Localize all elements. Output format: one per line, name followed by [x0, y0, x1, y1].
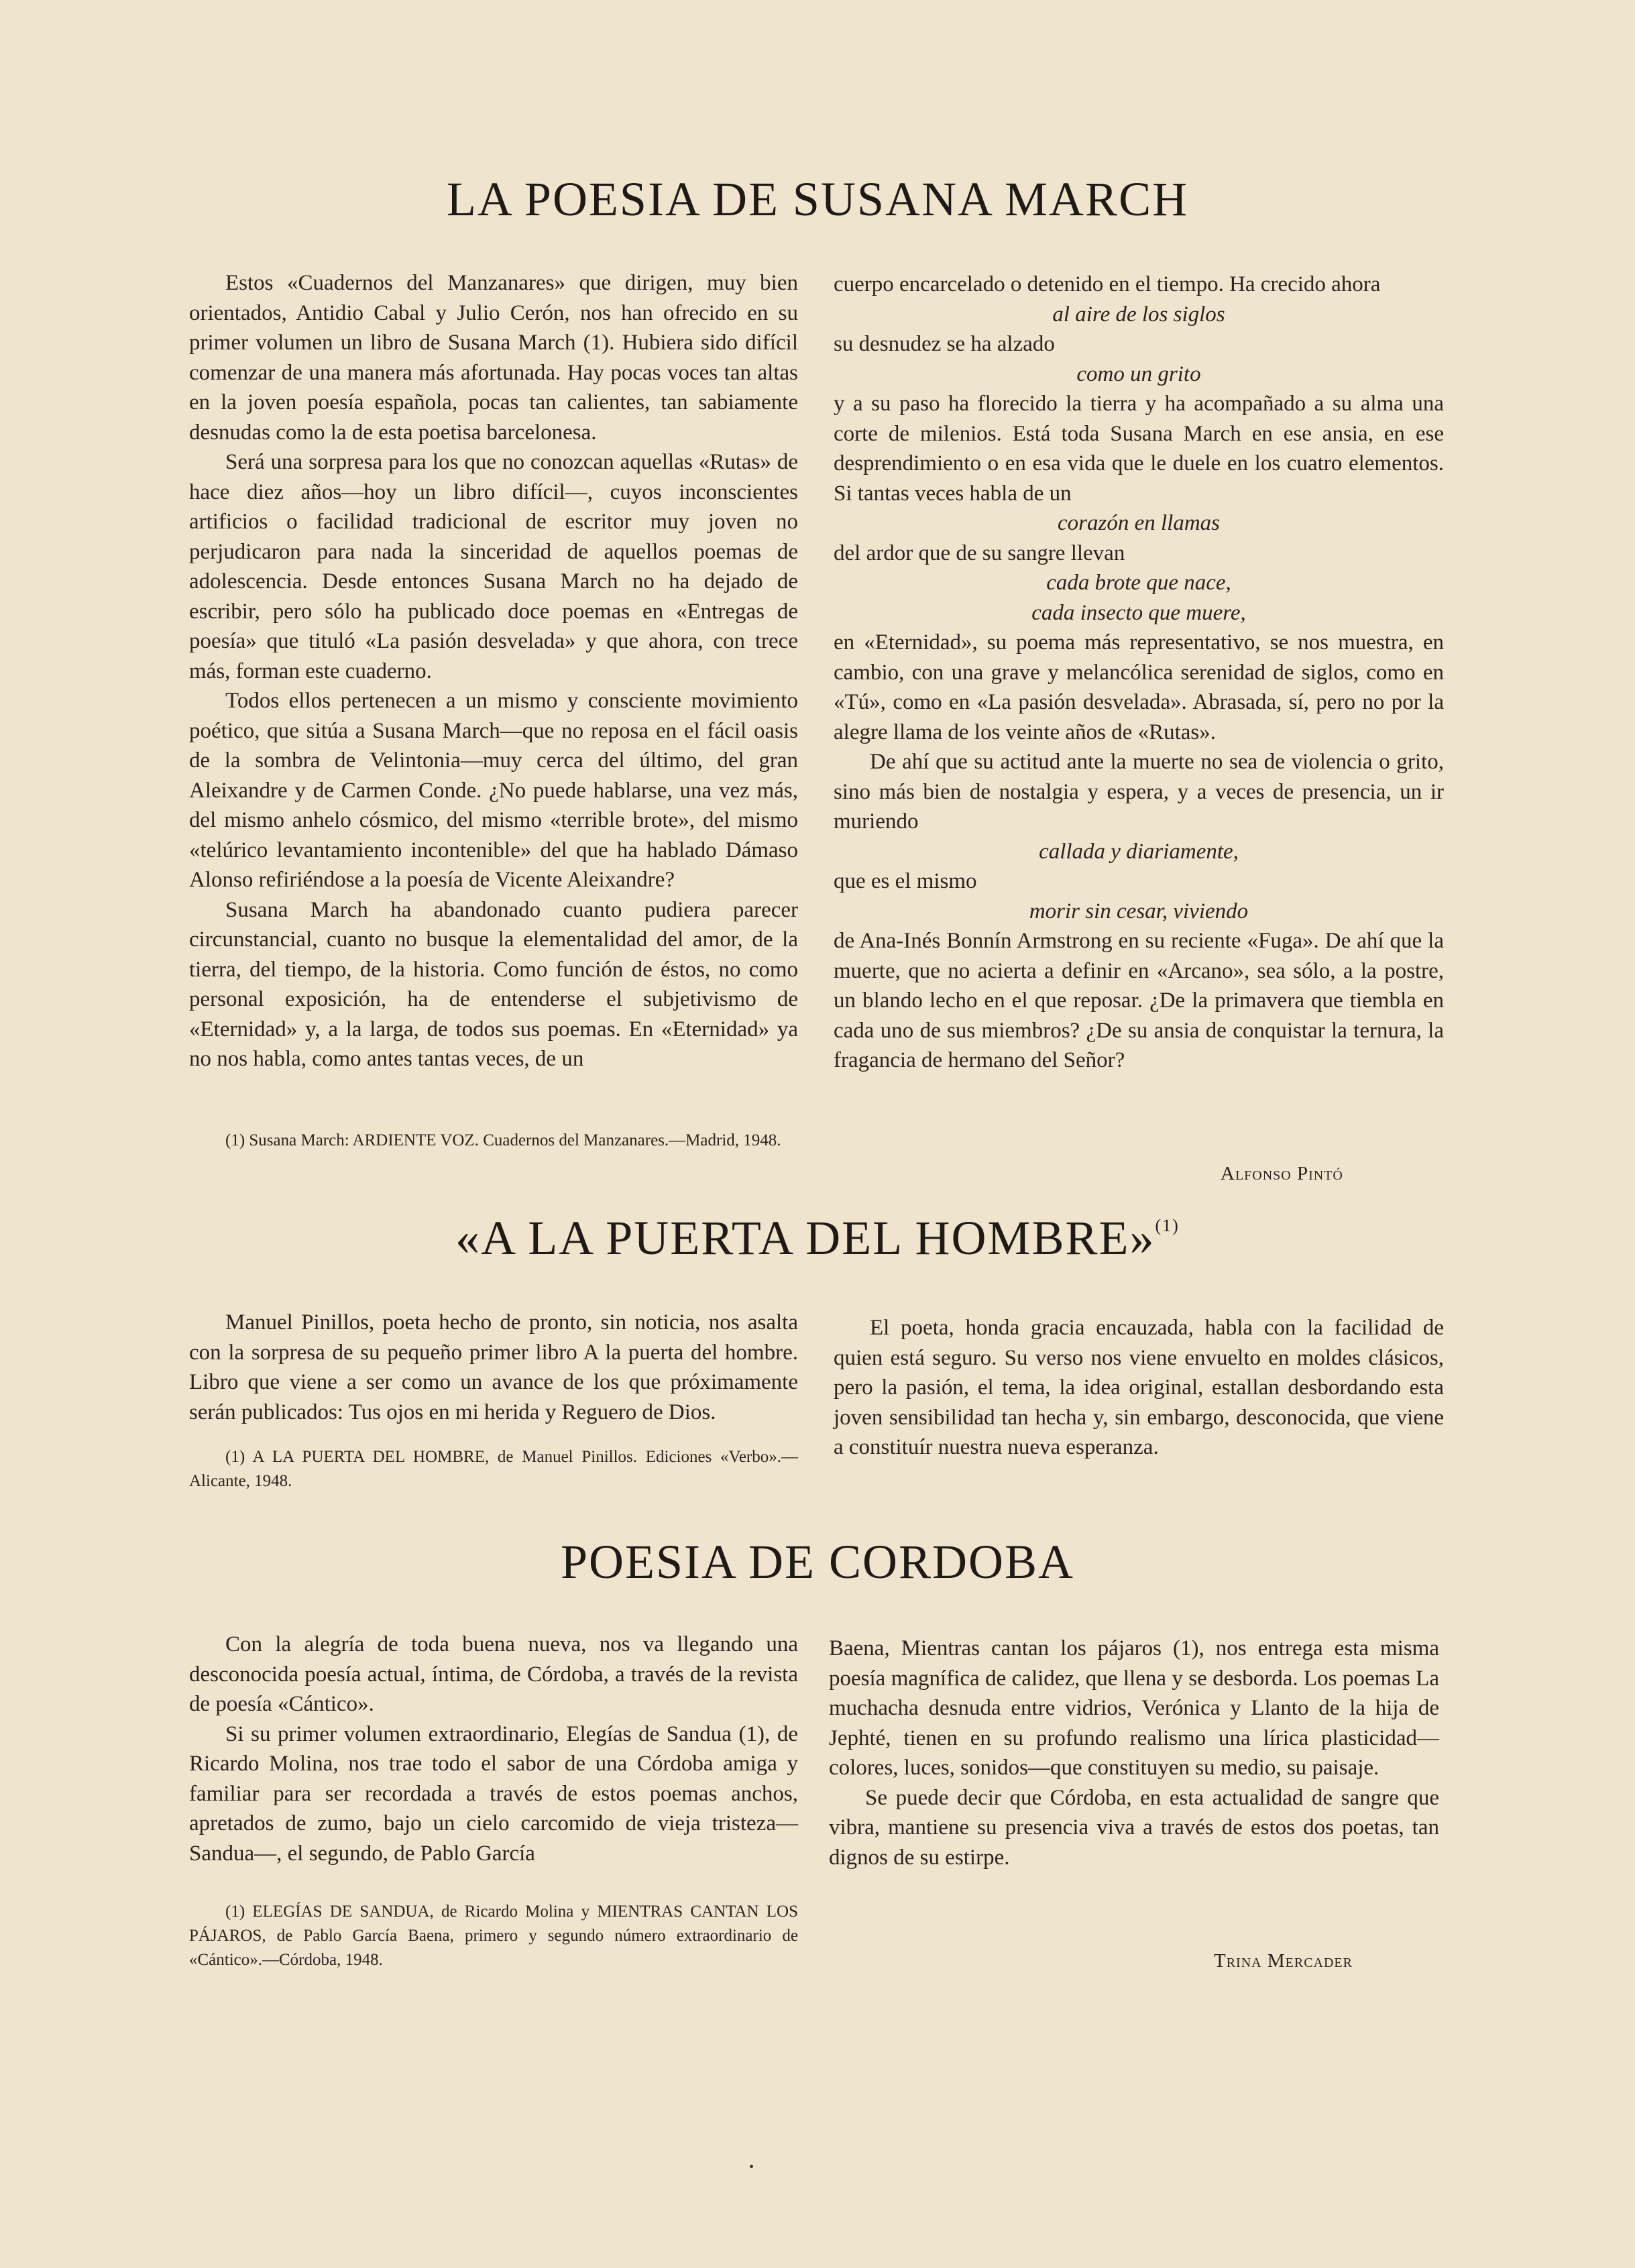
article2-footnote: [189, 1445, 798, 1493]
article3-footnote: [189, 1900, 798, 1972]
paragraph: Si su primer volumen extraordinario, Elegías de Sandua (1), de Ricardo Molina, nos trae todo el sabor de una Córdoba amiga y familiar para ser recordada a través de estos poemas anchos, apretados de zumo, bajo un cielo carcomido de vieja tristeza—Sandua—, el segundo, de Pablo García: [189, 1721, 798, 1866]
paragraph: Baena, Mientras cantan los pájaros (1), nos entrega esta misma poesía magnífica de calidez, que llena y se desborda. Los poemas La muchacha desnuda entre vidrios, Verónica y Llanto de la hija de Jephté, tienen en su profundo realismo una lírica plasticidad—colores, luces, sonidos—que constituyen su medio, su paisaje.: [829, 1636, 1439, 1780]
paragraph: Todos ellos pertenecen a un mismo y consciente movimiento poético, que sitúa a Susana March—que no reposa en el fácil oasis de la sombra de Velintonia—muy cerca del último, del gran Aleixandre y de Carmen Conde. ¿No puede hablarse, una vez más, del mismo anhelo cósmico, del mismo «terrible brote», del mismo «telúrico levantamiento incontenible» del que ha hablado Dámaso Alonso refiriéndose a la poesía de Vicente Aleixandre?: [189, 689, 798, 892]
article1-footnote: [189, 1129, 798, 1153]
article1-right-column: [834, 270, 1444, 1076]
paragraph: del ardor que de su sangre llevan: [834, 541, 1125, 565]
article1-left-column: [189, 268, 798, 1074]
article3-left-column: [189, 1630, 798, 1868]
paragraph: Susana March ha abandonado cuanto pudiera parecer circunstancial, cuanto no busque la elementalidad del amor, de la tierra, del tiempo, de la historia. Como función de éstos, no como personal exposición, ha de entenderse el subjetivismo de «Eternidad» y, a la larga, de todos sus poemas. En «Eternidad» ya no nos habla, como antes tantas veces, de un: [189, 897, 798, 1071]
author-signature: Trina Mercader: [1214, 1950, 1353, 1972]
paragraph: El poeta, honda gracia encauzada, habla con la facilidad de quien está seguro. Su verso nos viene envuelto en moldes clásicos, pero la pasión, el tema, la idea original, estallan desbordando esta joven sensibilidad tan hecha y, sin embargo, desconocida, que viene a constituír nuestra nueva esperanza.: [834, 1316, 1444, 1459]
verse-quote: cada insecto que muere,: [1031, 600, 1246, 625]
title-text: «A LA PUERTA DEL HOMBRE»: [455, 1211, 1155, 1265]
article-title-puerta-del-hombre: [0, 1210, 1635, 1266]
page-dot-mark: [750, 2165, 753, 2168]
verse-quote: cada brote que nace,: [1046, 571, 1231, 595]
verse-quote: al aire de los siglos: [1052, 302, 1225, 327]
footnote-text: (1) ELEGÍAS DE SANDUA, de Ricardo Molina y MIENTRAS CANTAN LOS PÁJAROS, de Pablo García Baena, primero y segundo número extraordinario de «Cántico».—Córdoba, 1948.: [189, 1903, 798, 1969]
verse-quote: callada y diariamente,: [1039, 839, 1239, 864]
footnote-text: (1) A LA PUERTA DEL HOMBRE, de Manuel Pinillos. Ediciones «Verbo».—Alicante, 1948.: [189, 1448, 798, 1490]
article-title-poesia-de-cordoba: POESIA DE CORDOBA: [560, 1535, 1075, 1589]
paragraph: que es el mismo: [834, 869, 977, 893]
paragraph: De ahí que su actitud ante la muerte no sea de violencia o grito, sino más bien de nostalgia y espera, y a veces de presencia, un ir muriendo: [834, 750, 1444, 834]
verse-quote: como un grito: [1076, 361, 1201, 386]
verse-quote: morir sin cesar, viviendo: [1029, 899, 1249, 923]
paragraph: Estos «Cuadernos del Manzanares» que dirigen, muy bien orientados, Antidio Cabal y Julio Cerón, nos han ofrecido en su primer volumen un libro de Susana March (1). Hubiera sido difícil comenzar de una manera más afortunada. Hay pocas voces tan altas en la joven poesía española, pocas tan calientes, tan sabiamente desnudas como la de esta poetisa barcelonesa.: [189, 271, 798, 445]
paragraph: y a su paso ha florecido la tierra y ha acompañado a su alma una corte de milenios. Está toda Susana March en ese ansia, en ese desprendimiento o en esa vida que le duele en los cuatro elementos. Si tantas veces habla de un: [834, 392, 1444, 506]
article2-left-column: [189, 1308, 798, 1427]
article2-right-column: [834, 1313, 1444, 1463]
paragraph: de Ana-Inés Bonnín Armstrong en su reciente «Fuga». De ahí que la muerte, que no acierta a definir en «Arcano», sea sólo, a la postre, un blando lecho en el que reposar. ¿De la primavera que tiembla en cada uno de sus miembros? ¿De su ansia de conquistar la ternura, la fragancia de hermano del Señor?: [834, 929, 1444, 1072]
verse-quote: corazón en llamas: [1058, 511, 1220, 535]
paragraph: Será una sorpresa para los que no conozcan aquellas «Rutas» de hace diez años—hoy un libro difícil—, cuyos inconscientes artificios o facilidad tradicional de escritor muy joven no perjudicaron para nada la sinceridad de aquellos poemas de adolescencia. Desde entonces Susana March no ha dejado de escribir, pero sólo ha publicado doce poemas en «Entregas de poesía» que tituló «La pasión desvelada» y que ahora, con trece más, forman este cuaderno.: [189, 450, 798, 683]
paragraph: en «Eternidad», su poema más representativo, se nos muestra, en cambio, con una grave y melancólica serenidad de siglos, como en «Tú», como en «La pasión desvelada». Abrasada, sí, pero no por la alegre llama de los veinte años de «Rutas».: [834, 630, 1444, 744]
paragraph: Se puede decir que Córdoba, en esta actualidad de sangre que vibra, mantiene su presencia viva a través de estos dos poetas, tan dignos de su estirpe.: [829, 1785, 1439, 1870]
paragraph: Manuel Pinillos, poeta hecho de pronto, sin noticia, nos asalta con la sorpresa de su pequeño primer libro A la puerta del hombre. Libro que viene a ser como un avance de los que próximamente serán publicados: Tus ojos en mi herida y Reguero de Dios.: [189, 1310, 798, 1424]
author-signature: Alfonso Pintó: [1221, 1163, 1343, 1184]
article3-right-column: [829, 1634, 1439, 1872]
paragraph: su desnudez se ha alzado: [834, 332, 1055, 356]
paragraph: cuerpo encarcelado o detenido en el tiempo. Ha crecido ahora: [834, 272, 1381, 296]
footnote-text: (1) Susana March: ARDIENTE VOZ. Cuadernos del Manzanares.—Madrid, 1948.: [225, 1131, 781, 1149]
article-title-susana-march: LA POESIA DE SUSANA MARCH: [446, 172, 1189, 226]
title-footnote-mark: (1): [1155, 1216, 1180, 1235]
paragraph: Con la alegría de toda buena nueva, nos va llegando una desconocida poesía actual, íntima, de Córdoba, a través de la revista de poesía «Cántico».: [189, 1632, 798, 1716]
